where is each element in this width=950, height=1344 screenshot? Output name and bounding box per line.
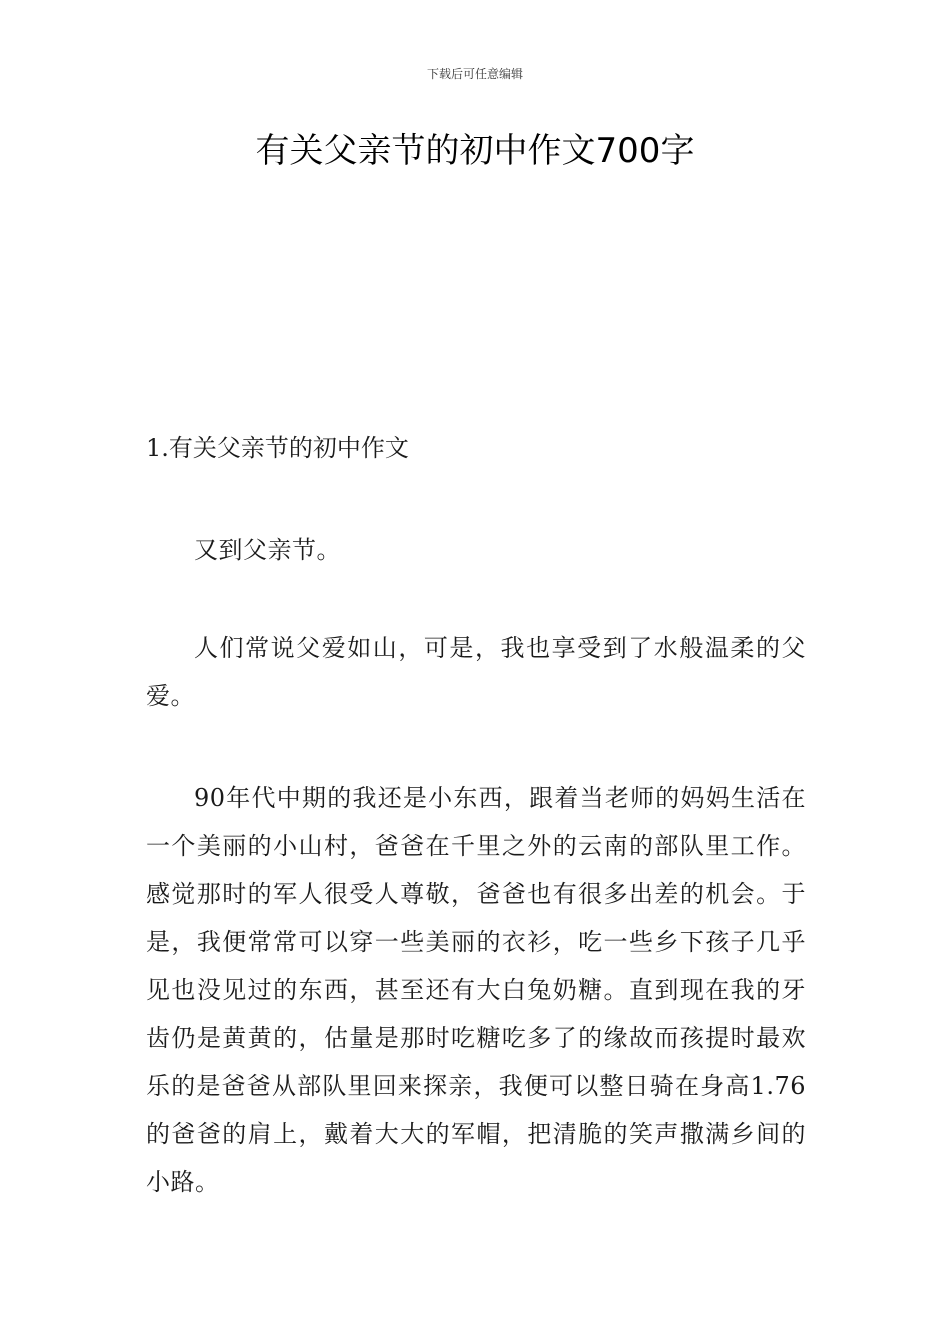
- paragraph-1: 又到父亲节。: [194, 536, 341, 564]
- page-title: 有关父亲节的初中作文700字: [255, 131, 695, 171]
- paragraph-2: 人们常说父爱如山，可是，我也享受到了水般温柔的父爱。: [146, 634, 806, 710]
- paragraph-3: 90年代中期的我还是小东西，跟着当老师的妈妈生活在一个美丽的小山村，爸爸在千里之外的云南的部队里工作。感觉那时的军人很受人尊敬，爸爸也有很多出差的机会。于是，我便常常可以穿一些美丽的衣衫，吃一些乡下孩子几乎见也没见过的东西，甚至还有大白兔奶糖。直到现在我的牙齿仍是黄黄的，估量是那时吃糖吃多了的缘故而孩提时最欢乐的是爸爸从部队里回来探亲，我便可以整日骑在身高1.76的爸爸的肩上，戴着大大的军帽，把清脆的笑声撒满乡间的小路。: [146, 784, 806, 1196]
- header-note: 下载后可任意编辑: [426, 67, 523, 81]
- section-heading: 1.有关父亲节的初中作文: [146, 434, 409, 462]
